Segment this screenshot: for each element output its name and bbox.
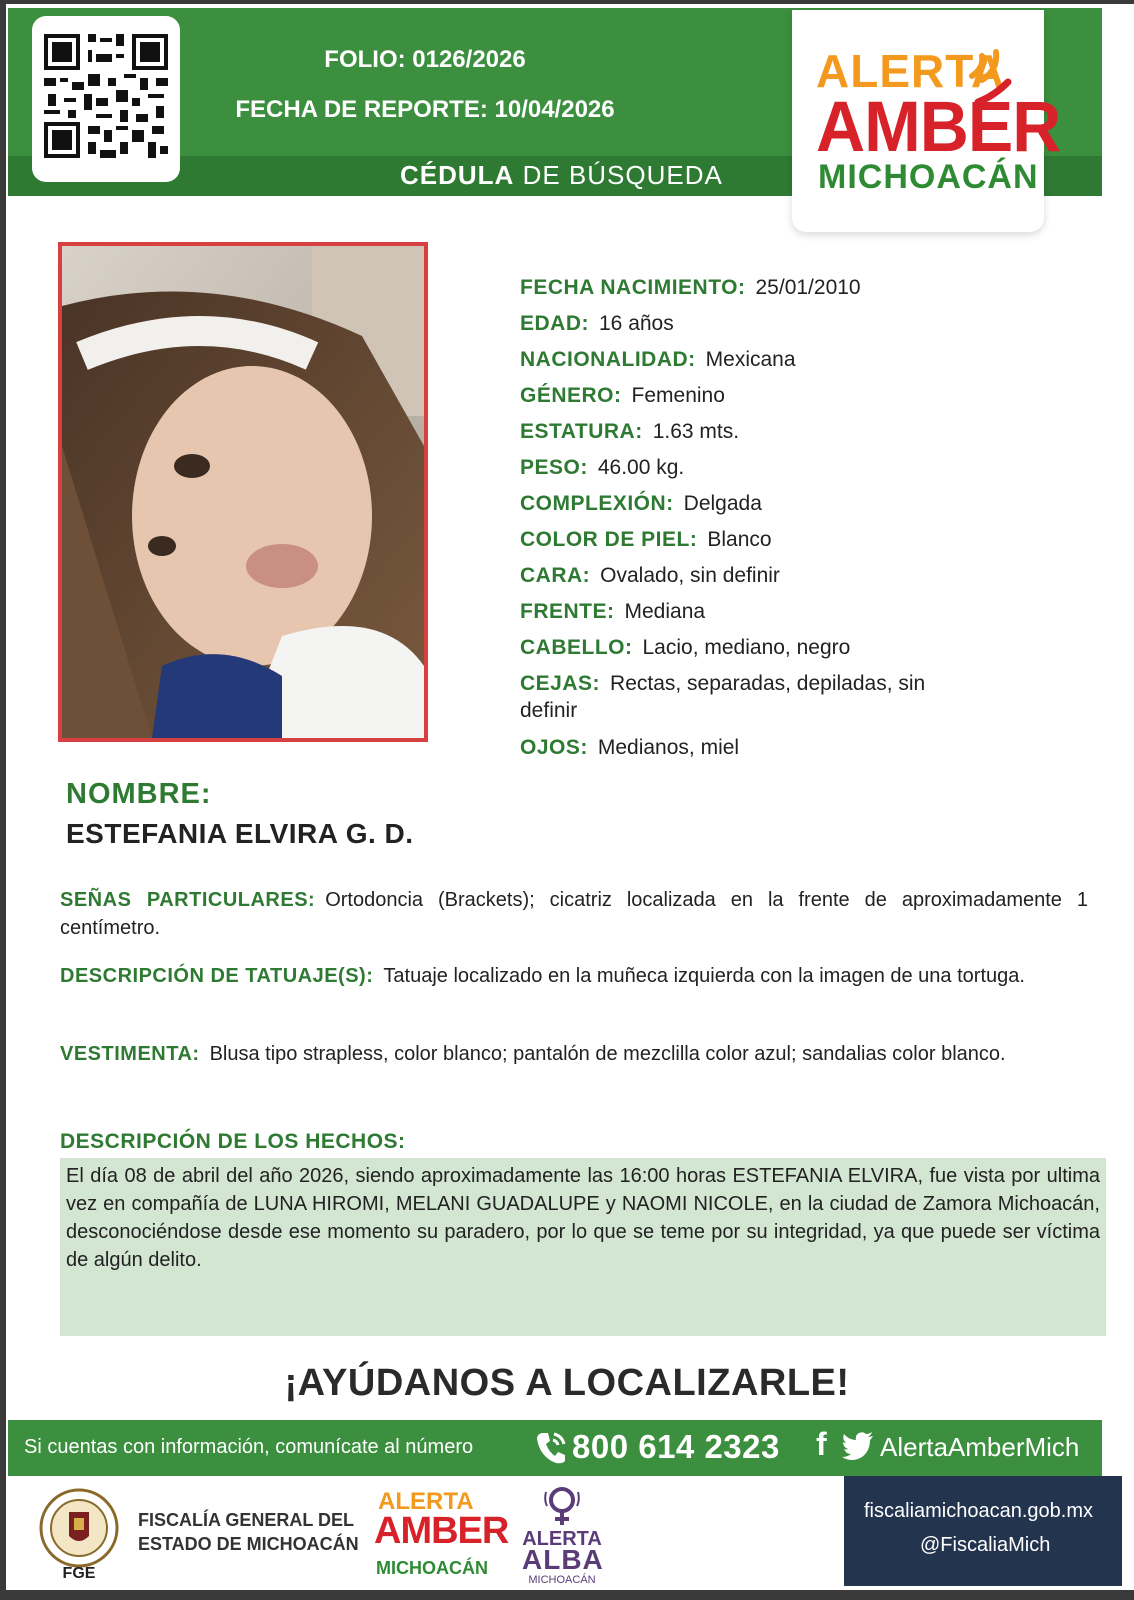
contact-text: Si cuentas con información, comunícate al número xyxy=(24,1436,474,1458)
physical-attributes xyxy=(520,270,940,766)
document-title-rest: DE BÚSQUEDA xyxy=(514,160,723,190)
tatuaje-value: Tatuaje localizado en la muñeca izquierda con la imagen de una tortuga. xyxy=(383,965,1025,987)
person-name: ESTEFANIA ELVIRA G. D. xyxy=(66,818,414,849)
attr-value: Rectas, separadas, depiladas, sin definir xyxy=(520,672,926,722)
signal-waves-icon xyxy=(968,46,1012,106)
distinguishing-marks xyxy=(60,886,1088,942)
tattoo-description xyxy=(60,962,1088,990)
attr-peso xyxy=(520,450,940,486)
attr-nacionalidad xyxy=(520,342,940,378)
attr-label: ESTATURA: xyxy=(520,420,643,443)
attr-cara xyxy=(520,558,940,594)
attr-cejas xyxy=(520,666,940,730)
contact-bar xyxy=(8,1420,1102,1476)
attr-value: Mexicana xyxy=(705,348,796,371)
attr-ojos xyxy=(520,730,940,766)
fge-name-line2: ESTADO DE MICHOACÁN xyxy=(138,1534,359,1554)
call-to-action: ¡AYÚDANOS A LOCALIZARLE! xyxy=(284,1362,850,1404)
attr-value: Medianos, miel xyxy=(597,736,740,759)
social-handle[interactable]: AlertaAmberMich xyxy=(880,1432,1080,1462)
attr-label: FRENTE: xyxy=(520,600,615,623)
alerta-amber-logo xyxy=(792,10,1061,232)
alba-alba-text: ALBA xyxy=(522,1544,604,1575)
attr-value: Mediana xyxy=(624,600,706,623)
attr-value: 46.00 kg. xyxy=(597,456,685,479)
document-title xyxy=(400,160,723,191)
website-link[interactable]: fiscaliamichoacan.gob.mx xyxy=(864,1500,1093,1522)
attr-fecha-nacimiento xyxy=(520,270,940,306)
attr-value: Blanco xyxy=(707,528,772,551)
phone-number[interactable]: 800 614 2323 xyxy=(572,1428,780,1465)
tatuaje-label: DESCRIPCIÓN DE TATUAJE(S): xyxy=(60,965,374,987)
attr-label: GÉNERO: xyxy=(520,384,622,407)
logo-alerta-text: ALERTA xyxy=(816,45,1006,97)
attr-estatura xyxy=(520,414,940,450)
logo-amber-text: AMBER xyxy=(816,87,1061,167)
footer-amber-alerta: ALERTA xyxy=(378,1488,474,1515)
report-date: FECHA DE REPORTE: 10/04/2026 xyxy=(235,96,615,123)
attr-complexion xyxy=(520,486,940,522)
person-photo-icon xyxy=(62,246,424,738)
fge-name xyxy=(138,1508,359,1556)
footer-links-panel xyxy=(844,1476,1122,1586)
clothing-description xyxy=(60,1040,1088,1068)
attr-label: COLOR DE PIEL: xyxy=(520,528,698,551)
vestimenta-label: VESTIMENTA: xyxy=(60,1043,200,1065)
alerta-alba-logo xyxy=(522,1484,602,1584)
footer-amber-logo xyxy=(374,1488,509,1584)
fge-name-line1: FISCALÍA GENERAL DEL xyxy=(138,1510,355,1530)
phone-icon xyxy=(534,1429,568,1465)
name-label: NOMBRE: xyxy=(66,778,212,810)
attr-color-piel xyxy=(520,522,940,558)
logo-michoacan-text: MICHOACÁN xyxy=(818,158,1039,196)
qr-code-icon xyxy=(40,30,172,162)
facts-label: DESCRIPCIÓN DE LOS HECHOS: xyxy=(60,1130,406,1153)
attr-value: Ovalado, sin definir xyxy=(600,564,780,587)
fge-seal-icon xyxy=(34,1486,124,1582)
fiscalia-social-handle[interactable]: @FiscaliaMich xyxy=(920,1534,1051,1556)
attr-frente xyxy=(520,594,940,630)
attr-label: CARA: xyxy=(520,564,591,587)
attr-value: 1.63 mts. xyxy=(652,420,740,443)
attr-label: CABELLO: xyxy=(520,636,633,659)
attr-label: OJOS: xyxy=(520,736,588,759)
folio-number: FOLIO: 0126/2026 xyxy=(324,46,526,73)
attr-value: Femenino xyxy=(631,384,725,407)
missing-person-photo xyxy=(58,242,428,742)
attr-value: 16 años xyxy=(599,312,674,335)
qr-code[interactable] xyxy=(32,16,180,182)
attr-label: CEJAS: xyxy=(520,672,601,695)
attr-value: Lacio, mediano, negro xyxy=(642,636,851,659)
attr-label: PESO: xyxy=(520,456,588,479)
facts-description: El día 08 de abril del año 2026, siendo aproximadamente las 16:00 horas ESTEFANIA ELVIRA, fue vista por ultima vez en compañía de LUNA HIROMI, MELANI GUADALUPE y NAOMI NICOLE, en la ciudad de Zamora Michoacán, desconociéndose desde ese momento su paradero, por lo que se teme por su integridad, ya que puede ser víctima de algún delito. xyxy=(60,1158,1106,1336)
attr-genero xyxy=(520,378,940,414)
senas-label: SEÑAS PARTICULARES: xyxy=(60,889,316,911)
attr-cabello xyxy=(520,630,940,666)
alba-michoacan-text: MICHOACÁN xyxy=(528,1574,596,1586)
attr-value: 25/01/2010 xyxy=(755,276,861,299)
footer-amber-amber: AMBER xyxy=(374,1510,509,1552)
attr-value: Delgada xyxy=(683,492,762,515)
document-title-bold: CÉDULA xyxy=(400,160,515,190)
attr-label: FECHA NACIMIENTO: xyxy=(520,276,746,299)
attr-edad xyxy=(520,306,940,342)
svg-text:FGE: FGE xyxy=(62,1565,96,1582)
senas-value: Ortodoncia (Brackets); cicatriz localizada en la frente de aproximadamente 1 centímetro. xyxy=(60,889,1088,939)
vestimenta-value: Blusa tipo strapless, color blanco; pantalón de mezclilla color azul; sandalias color blanco. xyxy=(209,1043,1006,1065)
footer-amber-michoacan: MICHOACÁN xyxy=(376,1558,488,1578)
attr-label: NACIONALIDAD: xyxy=(520,348,696,371)
alba-alerta-text: ALERTA xyxy=(522,1528,602,1550)
twitter-icon[interactable] xyxy=(842,1432,874,1460)
alba-venus-icon xyxy=(544,1484,580,1528)
attr-label: COMPLEXIÓN: xyxy=(520,492,674,515)
attr-label: EDAD: xyxy=(520,312,589,335)
facebook-icon[interactable]: f xyxy=(816,1426,827,1462)
